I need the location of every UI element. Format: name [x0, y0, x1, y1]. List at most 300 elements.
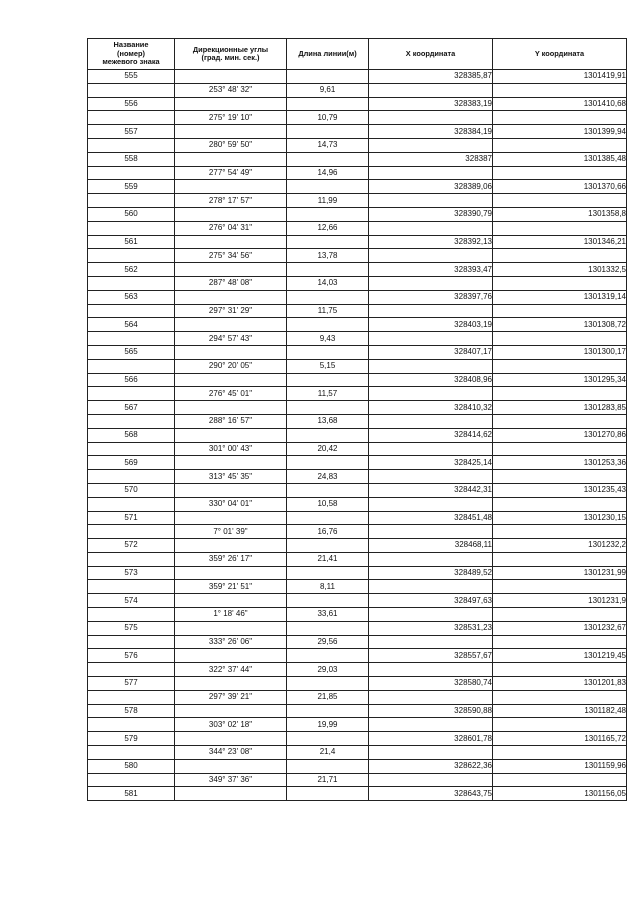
header-direction-angle: Дирекционные углы (град. мин. сек.)	[175, 39, 287, 70]
empty-cell	[287, 511, 369, 525]
empty-cell	[88, 111, 175, 125]
empty-cell	[88, 83, 175, 97]
empty-cell	[369, 276, 493, 290]
empty-cell	[175, 373, 287, 387]
empty-cell	[493, 470, 627, 484]
segment-row	[88, 166, 627, 180]
empty-cell	[287, 787, 369, 801]
y-coordinate: 1301253,36	[493, 456, 627, 470]
x-coordinate: 328590,88	[369, 704, 493, 718]
segment-row	[88, 773, 627, 787]
empty-cell	[287, 207, 369, 221]
x-coordinate: 328622,36	[369, 759, 493, 773]
line-length: 10,79	[287, 111, 369, 125]
line-length: 24,83	[287, 470, 369, 484]
direction-angle: 333° 26' 06"	[175, 635, 287, 649]
empty-cell	[175, 235, 287, 249]
y-coordinate: 1301231,99	[493, 566, 627, 580]
x-coordinate: 328442,31	[369, 483, 493, 497]
y-coordinate: 1301300,17	[493, 345, 627, 359]
point-number: 566	[88, 373, 175, 387]
segment-row	[88, 635, 627, 649]
x-coordinate: 328385,87	[369, 70, 493, 84]
empty-cell	[88, 470, 175, 484]
segment-row	[88, 359, 627, 373]
empty-cell	[493, 718, 627, 732]
point-row	[88, 539, 627, 553]
empty-cell	[493, 580, 627, 594]
line-length: 11,75	[287, 304, 369, 318]
direction-angle: 297° 31' 29"	[175, 304, 287, 318]
empty-cell	[369, 552, 493, 566]
empty-cell	[493, 608, 627, 622]
empty-cell	[287, 263, 369, 277]
line-length: 21,4	[287, 746, 369, 760]
segment-row	[88, 414, 627, 428]
direction-angle: 278° 17' 57"	[175, 194, 287, 208]
segment-row	[88, 663, 627, 677]
empty-cell	[369, 470, 493, 484]
point-number: 579	[88, 732, 175, 746]
empty-cell	[287, 759, 369, 773]
x-coordinate: 328403,19	[369, 318, 493, 332]
point-row	[88, 483, 627, 497]
direction-angle: 349° 37' 36"	[175, 773, 287, 787]
empty-cell	[88, 387, 175, 401]
empty-cell	[369, 387, 493, 401]
empty-cell	[88, 608, 175, 622]
y-coordinate: 1301235,43	[493, 483, 627, 497]
empty-cell	[287, 373, 369, 387]
segment-row	[88, 718, 627, 732]
point-row	[88, 401, 627, 415]
direction-angle: 359° 21' 51"	[175, 580, 287, 594]
y-coordinate: 1301219,45	[493, 649, 627, 663]
x-coordinate: 328389,06	[369, 180, 493, 194]
direction-angle: 330° 04' 01"	[175, 497, 287, 511]
point-row	[88, 97, 627, 111]
line-length: 9,61	[287, 83, 369, 97]
segment-row	[88, 552, 627, 566]
direction-angle: 276° 04' 31"	[175, 221, 287, 235]
empty-cell	[369, 442, 493, 456]
empty-cell	[287, 539, 369, 553]
segment-row	[88, 83, 627, 97]
header-x-coordinate: X координата	[369, 39, 493, 70]
line-length: 14,73	[287, 138, 369, 152]
segment-row	[88, 387, 627, 401]
point-row	[88, 677, 627, 691]
line-length: 20,42	[287, 442, 369, 456]
point-number: 561	[88, 235, 175, 249]
empty-cell	[175, 180, 287, 194]
empty-cell	[369, 746, 493, 760]
point-number: 572	[88, 539, 175, 553]
point-row	[88, 594, 627, 608]
empty-cell	[88, 773, 175, 787]
direction-angle: 253° 48' 32"	[175, 83, 287, 97]
segment-row	[88, 111, 627, 125]
point-row	[88, 70, 627, 84]
empty-cell	[88, 497, 175, 511]
point-row	[88, 649, 627, 663]
empty-cell	[369, 111, 493, 125]
empty-cell	[287, 677, 369, 691]
empty-cell	[88, 690, 175, 704]
point-number: 581	[88, 787, 175, 801]
segment-row	[88, 276, 627, 290]
point-number: 580	[88, 759, 175, 773]
empty-cell	[369, 359, 493, 373]
point-number: 578	[88, 704, 175, 718]
empty-cell	[369, 414, 493, 428]
empty-cell	[175, 677, 287, 691]
empty-cell	[88, 304, 175, 318]
direction-angle: 359° 26' 17"	[175, 552, 287, 566]
line-length: 5,15	[287, 359, 369, 373]
point-row	[88, 152, 627, 166]
empty-cell	[493, 304, 627, 318]
empty-cell	[493, 249, 627, 263]
point-row	[88, 345, 627, 359]
direction-angle: 290° 20' 05"	[175, 359, 287, 373]
empty-cell	[175, 759, 287, 773]
empty-cell	[287, 704, 369, 718]
y-coordinate: 1301231,9	[493, 594, 627, 608]
point-row	[88, 428, 627, 442]
empty-cell	[88, 332, 175, 346]
empty-cell	[175, 539, 287, 553]
empty-cell	[88, 552, 175, 566]
line-length: 12,66	[287, 221, 369, 235]
line-length: 21,41	[287, 552, 369, 566]
empty-cell	[175, 125, 287, 139]
empty-cell	[88, 663, 175, 677]
empty-cell	[369, 166, 493, 180]
empty-cell	[287, 649, 369, 663]
empty-cell	[493, 663, 627, 677]
empty-cell	[493, 387, 627, 401]
empty-cell	[88, 276, 175, 290]
y-coordinate: 1301165,72	[493, 732, 627, 746]
point-number: 564	[88, 318, 175, 332]
point-number: 571	[88, 511, 175, 525]
empty-cell	[369, 332, 493, 346]
x-coordinate: 328557,67	[369, 649, 493, 663]
segment-row	[88, 470, 627, 484]
empty-cell	[175, 456, 287, 470]
empty-cell	[175, 70, 287, 84]
y-coordinate: 1301410,68	[493, 97, 627, 111]
empty-cell	[493, 635, 627, 649]
empty-cell	[493, 442, 627, 456]
point-row	[88, 263, 627, 277]
point-number: 555	[88, 70, 175, 84]
x-coordinate: 328410,32	[369, 401, 493, 415]
point-number: 565	[88, 345, 175, 359]
table-body	[88, 70, 627, 801]
x-coordinate: 328468,11	[369, 539, 493, 553]
empty-cell	[369, 663, 493, 677]
header-line-length: Длина линии(м)	[287, 39, 369, 70]
y-coordinate: 1301308,72	[493, 318, 627, 332]
point-number: 559	[88, 180, 175, 194]
x-coordinate: 328384,19	[369, 125, 493, 139]
y-coordinate: 1301270,86	[493, 428, 627, 442]
x-coordinate: 328414,62	[369, 428, 493, 442]
empty-cell	[88, 718, 175, 732]
line-length: 16,76	[287, 525, 369, 539]
empty-cell	[88, 221, 175, 235]
empty-cell	[369, 690, 493, 704]
x-coordinate: 328392,13	[369, 235, 493, 249]
empty-cell	[287, 428, 369, 442]
direction-angle: 1° 18' 46"	[175, 608, 287, 622]
point-number: 570	[88, 483, 175, 497]
segment-row	[88, 525, 627, 539]
point-number: 568	[88, 428, 175, 442]
empty-cell	[287, 290, 369, 304]
direction-angle: 287° 48' 08"	[175, 276, 287, 290]
x-coordinate: 328497,63	[369, 594, 493, 608]
empty-cell	[493, 525, 627, 539]
segment-row	[88, 138, 627, 152]
y-coordinate: 1301370,66	[493, 180, 627, 194]
empty-cell	[493, 166, 627, 180]
point-number: 576	[88, 649, 175, 663]
header-y-coordinate: Y координата	[493, 39, 627, 70]
point-row	[88, 207, 627, 221]
y-coordinate: 1301358,8	[493, 207, 627, 221]
empty-cell	[88, 580, 175, 594]
y-coordinate: 1301319,14	[493, 290, 627, 304]
empty-cell	[287, 97, 369, 111]
line-length: 9,43	[287, 332, 369, 346]
direction-angle: 297° 39' 21"	[175, 690, 287, 704]
empty-cell	[175, 97, 287, 111]
point-row	[88, 235, 627, 249]
segment-row	[88, 442, 627, 456]
empty-cell	[88, 138, 175, 152]
point-row	[88, 787, 627, 801]
empty-cell	[287, 318, 369, 332]
empty-cell	[369, 221, 493, 235]
x-coordinate: 328407,17	[369, 345, 493, 359]
line-length: 29,03	[287, 663, 369, 677]
empty-cell	[175, 401, 287, 415]
empty-cell	[175, 207, 287, 221]
empty-cell	[287, 70, 369, 84]
segment-row	[88, 249, 627, 263]
segment-row	[88, 690, 627, 704]
line-length: 13,68	[287, 414, 369, 428]
empty-cell	[175, 704, 287, 718]
point-number: 567	[88, 401, 175, 415]
direction-angle: 275° 34' 56"	[175, 249, 287, 263]
empty-cell	[369, 525, 493, 539]
point-row	[88, 373, 627, 387]
x-coordinate: 328425,14	[369, 456, 493, 470]
direction-angle: 288° 16' 57"	[175, 414, 287, 428]
y-coordinate: 1301346,21	[493, 235, 627, 249]
empty-cell	[369, 773, 493, 787]
y-coordinate: 1301419,91	[493, 70, 627, 84]
point-number: 573	[88, 566, 175, 580]
point-row	[88, 511, 627, 525]
boundary-table-sheet	[87, 38, 626, 801]
point-number: 569	[88, 456, 175, 470]
point-row	[88, 180, 627, 194]
empty-cell	[493, 111, 627, 125]
empty-cell	[493, 690, 627, 704]
y-coordinate: 1301332,5	[493, 263, 627, 277]
empty-cell	[369, 194, 493, 208]
empty-cell	[287, 180, 369, 194]
empty-cell	[88, 166, 175, 180]
x-coordinate: 328531,23	[369, 621, 493, 635]
empty-cell	[369, 497, 493, 511]
table-header-row	[88, 39, 627, 70]
empty-cell	[493, 552, 627, 566]
empty-cell	[493, 332, 627, 346]
direction-angle: 301° 00' 43"	[175, 442, 287, 456]
y-coordinate: 1301399,94	[493, 125, 627, 139]
line-length: 8,11	[287, 580, 369, 594]
empty-cell	[175, 290, 287, 304]
segment-row	[88, 194, 627, 208]
empty-cell	[88, 359, 175, 373]
direction-angle: 277° 54' 49"	[175, 166, 287, 180]
segment-row	[88, 332, 627, 346]
point-number: 563	[88, 290, 175, 304]
empty-cell	[493, 746, 627, 760]
empty-cell	[287, 125, 369, 139]
line-length: 29,56	[287, 635, 369, 649]
direction-angle: 313° 45' 35"	[175, 470, 287, 484]
point-number: 577	[88, 677, 175, 691]
point-row	[88, 759, 627, 773]
x-coordinate: 328489,52	[369, 566, 493, 580]
direction-angle: 7° 01' 39"	[175, 525, 287, 539]
empty-cell	[175, 787, 287, 801]
line-length: 11,57	[287, 387, 369, 401]
y-coordinate: 1301159,96	[493, 759, 627, 773]
empty-cell	[175, 511, 287, 525]
x-coordinate: 328397,76	[369, 290, 493, 304]
segment-row	[88, 304, 627, 318]
empty-cell	[175, 345, 287, 359]
empty-cell	[287, 456, 369, 470]
empty-cell	[287, 621, 369, 635]
empty-cell	[287, 483, 369, 497]
point-row	[88, 732, 627, 746]
empty-cell	[369, 83, 493, 97]
y-coordinate: 1301201,83	[493, 677, 627, 691]
empty-cell	[493, 194, 627, 208]
segment-row	[88, 580, 627, 594]
empty-cell	[369, 138, 493, 152]
empty-cell	[287, 401, 369, 415]
point-row	[88, 318, 627, 332]
empty-cell	[493, 138, 627, 152]
x-coordinate: 328601,78	[369, 732, 493, 746]
point-row	[88, 566, 627, 580]
direction-angle: 294° 57' 43"	[175, 332, 287, 346]
direction-angle: 280° 59' 50"	[175, 138, 287, 152]
empty-cell	[88, 746, 175, 760]
empty-cell	[369, 304, 493, 318]
empty-cell	[493, 497, 627, 511]
empty-cell	[493, 83, 627, 97]
line-length: 14,96	[287, 166, 369, 180]
empty-cell	[493, 359, 627, 373]
empty-cell	[369, 580, 493, 594]
empty-cell	[175, 566, 287, 580]
point-row	[88, 456, 627, 470]
point-row	[88, 621, 627, 635]
y-coordinate: 1301295,34	[493, 373, 627, 387]
point-number: 556	[88, 97, 175, 111]
empty-cell	[175, 428, 287, 442]
point-number: 575	[88, 621, 175, 635]
y-coordinate: 1301156,05	[493, 787, 627, 801]
x-coordinate: 328387	[369, 152, 493, 166]
x-coordinate: 328390,79	[369, 207, 493, 221]
segment-row	[88, 608, 627, 622]
empty-cell	[287, 152, 369, 166]
empty-cell	[88, 442, 175, 456]
empty-cell	[88, 249, 175, 263]
x-coordinate: 328383,19	[369, 97, 493, 111]
direction-angle: 322° 37' 44"	[175, 663, 287, 677]
empty-cell	[175, 649, 287, 663]
direction-angle: 275° 19' 10"	[175, 111, 287, 125]
empty-cell	[287, 732, 369, 746]
x-coordinate: 328580,74	[369, 677, 493, 691]
x-coordinate: 328451,48	[369, 511, 493, 525]
line-length: 21,71	[287, 773, 369, 787]
direction-angle: 344° 23' 08"	[175, 746, 287, 760]
direction-angle: 276° 45' 01"	[175, 387, 287, 401]
line-length: 21,85	[287, 690, 369, 704]
point-number: 560	[88, 207, 175, 221]
line-length: 33,61	[287, 608, 369, 622]
y-coordinate: 1301232,67	[493, 621, 627, 635]
empty-cell	[287, 566, 369, 580]
point-row	[88, 704, 627, 718]
point-row	[88, 290, 627, 304]
direction-angle: 303° 02' 18"	[175, 718, 287, 732]
boundary-coordinates-table	[87, 38, 627, 801]
empty-cell	[175, 318, 287, 332]
segment-row	[88, 497, 627, 511]
empty-cell	[175, 483, 287, 497]
empty-cell	[175, 732, 287, 746]
point-number: 574	[88, 594, 175, 608]
empty-cell	[175, 621, 287, 635]
empty-cell	[369, 249, 493, 263]
empty-cell	[88, 635, 175, 649]
empty-cell	[175, 263, 287, 277]
empty-cell	[287, 594, 369, 608]
empty-cell	[88, 194, 175, 208]
y-coordinate: 1301232,2	[493, 539, 627, 553]
y-coordinate: 1301182,48	[493, 704, 627, 718]
x-coordinate: 328643,75	[369, 787, 493, 801]
point-number: 558	[88, 152, 175, 166]
empty-cell	[88, 525, 175, 539]
x-coordinate: 328393,47	[369, 263, 493, 277]
